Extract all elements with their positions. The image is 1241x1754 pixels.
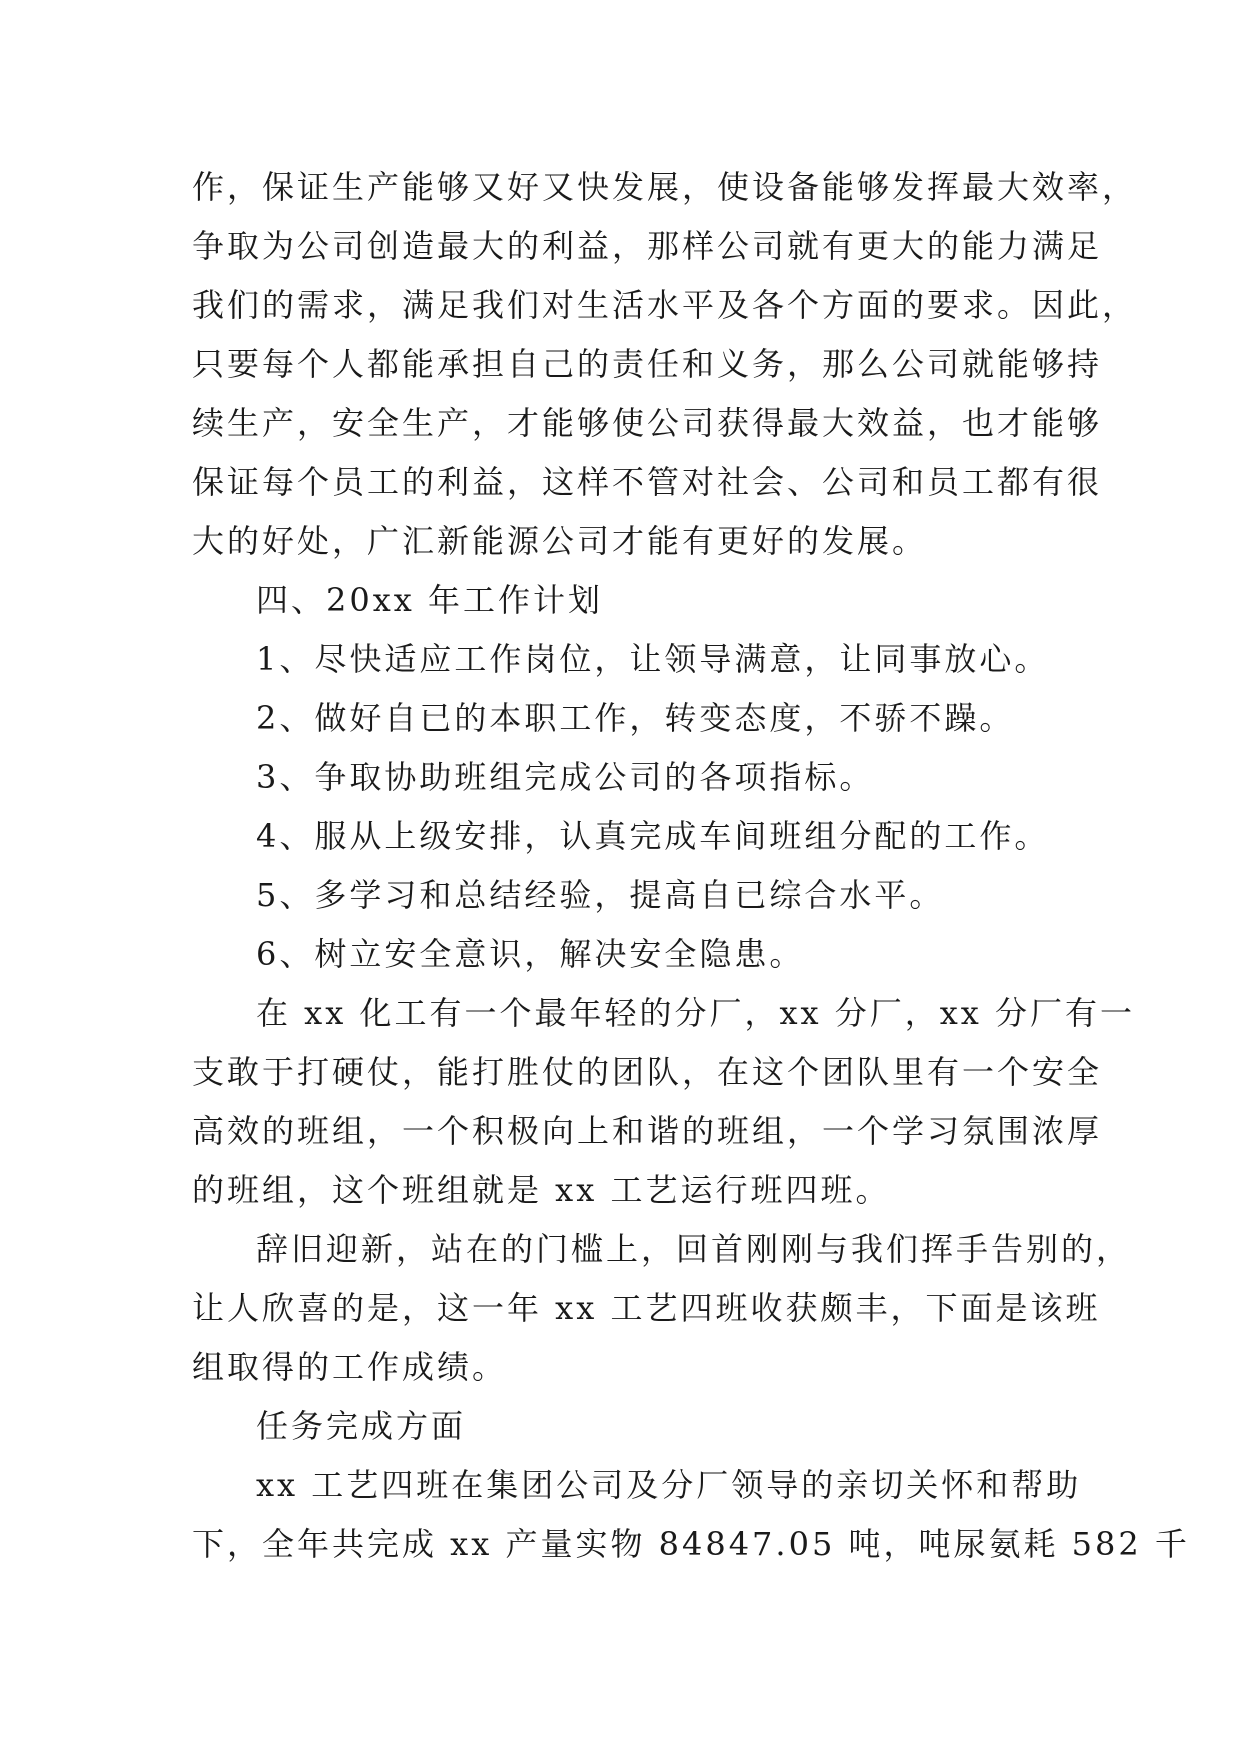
list-item: 2、做好自已的本职工作，转变态度，不骄不躁。: [256, 699, 1015, 737]
text-line: 高效的班组，一个积极向上和谐的班组，一个学习氛围浓厚: [192, 1112, 1103, 1150]
list-item: 5、多学习和总结经验，提高自已综合水平。: [256, 876, 945, 914]
section-heading: 任务完成方面: [256, 1407, 467, 1445]
text-line: 的班组，这个班组就是 xx 工艺运行班四班。: [192, 1171, 891, 1209]
text-line: 只要每个人都能承担自己的责任和义务，那么公司就能够持: [192, 345, 1103, 383]
text-line: 组取得的工作成绩。: [192, 1348, 508, 1386]
text-line: 争取为公司创造最大的利益，那样公司就有更大的能力满足: [192, 227, 1103, 265]
text-line: 辞旧迎新，站在的门槛上，回首刚刚与我们挥手告别的，: [256, 1230, 1132, 1268]
list-item: 1、尽快适应工作岗位，让领导满意，让同事放心。: [256, 640, 1050, 678]
list-item: 6、树立安全意识，解决安全隐患。: [256, 935, 805, 973]
text-line: 让人欣喜的是，这一年 xx 工艺四班收获颇丰，下面是该班: [192, 1289, 1101, 1327]
text-line: 下，全年共完成 xx 产量实物 84847.05 吨，吨尿氨耗 582 千: [192, 1525, 1190, 1563]
text-line: 大的好处，广汇新能源公司才能有更好的发展。: [192, 522, 928, 560]
section-heading: 四、20xx 年工作计划: [256, 581, 603, 619]
text-line: 保证每个员工的利益，这样不管对社会、公司和员工都有很: [192, 463, 1103, 501]
text-line: 我们的需求，满足我们对生活水平及各个方面的要求。因此，: [192, 286, 1138, 324]
list-item: 4、服从上级安排，认真完成车间班组分配的工作。: [256, 817, 1050, 855]
text-line: 支敢于打硬仗，能打胜仗的团队，在这个团队里有一个安全: [192, 1053, 1103, 1091]
text-line: xx 工艺四班在集团公司及分厂领导的亲切关怀和帮助: [256, 1466, 1082, 1504]
document-body: [192, 158, 1190, 1574]
text-line: 续生产，安全生产，才能够使公司获得最大效益，也才能够: [192, 404, 1103, 442]
list-item: 3、争取协助班组完成公司的各项指标。: [256, 758, 875, 796]
text-line: 在 xx 化工有一个最年轻的分厂，xx 分厂，xx 分厂有一: [256, 994, 1135, 1032]
text-line: 作，保证生产能够又好又快发展，使设备能够发挥最大效率，: [192, 168, 1138, 206]
